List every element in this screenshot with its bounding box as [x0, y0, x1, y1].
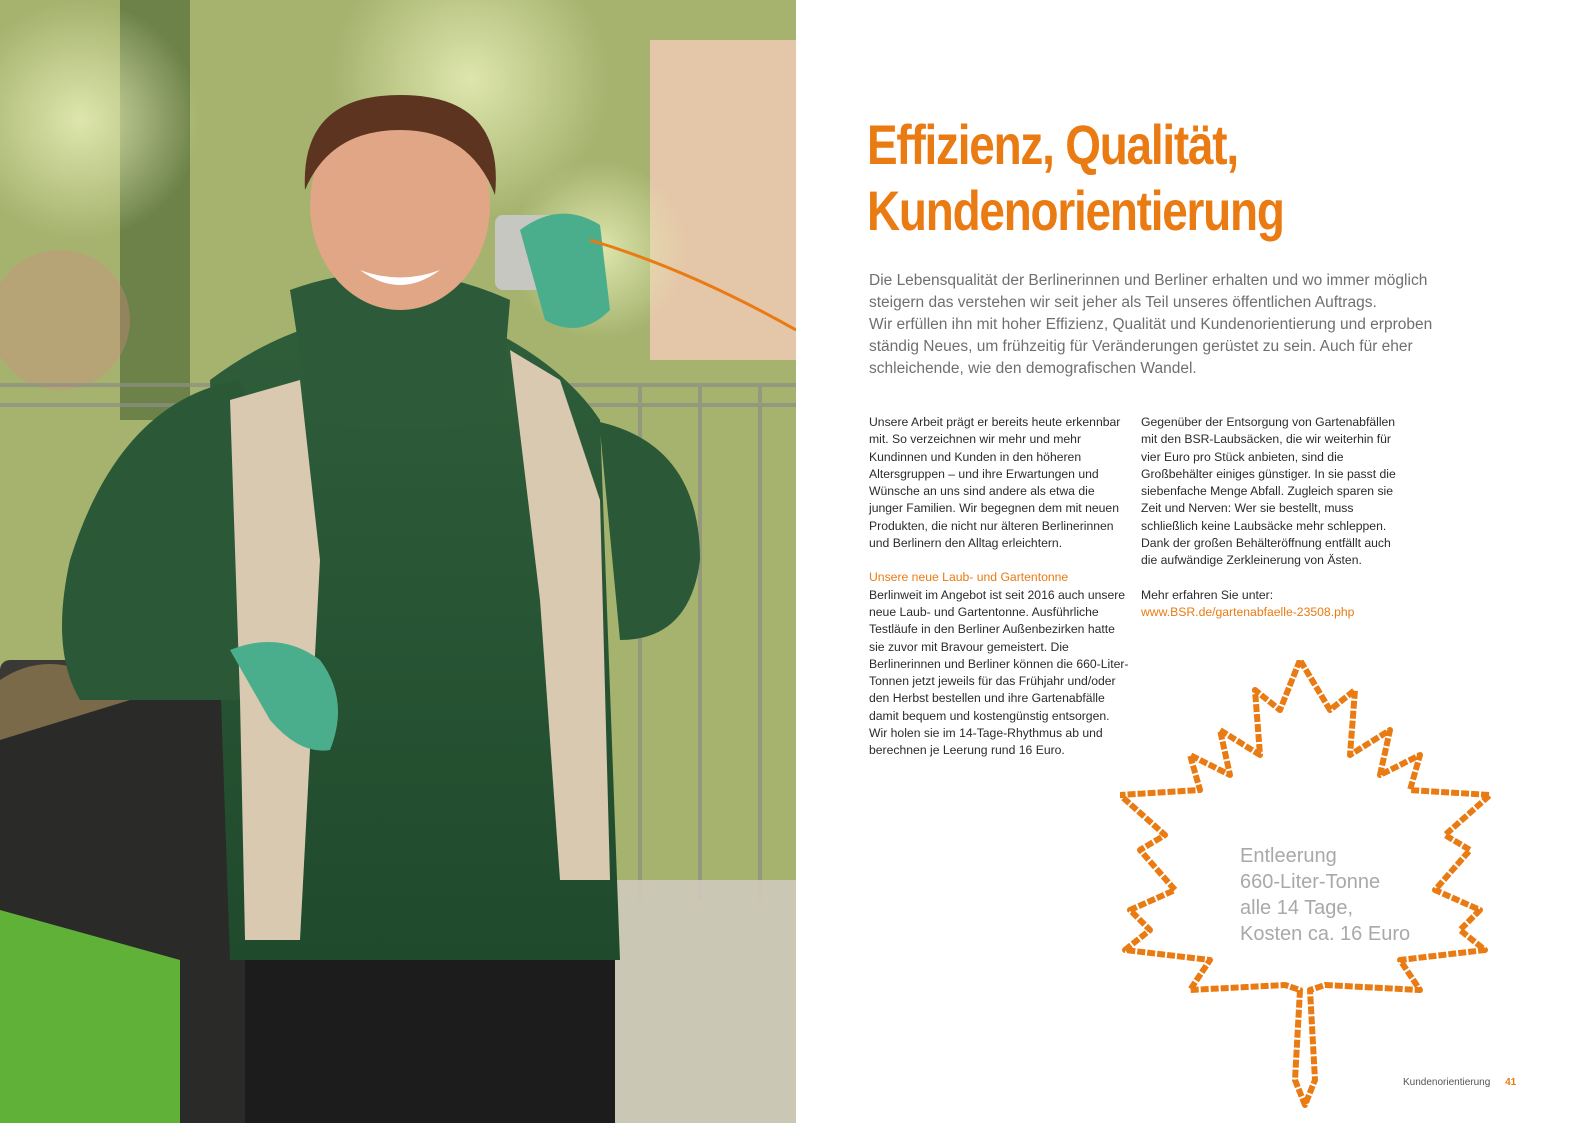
more-info-label: Mehr erfahren Sie unter:	[1141, 587, 1274, 602]
leaf-caption-line-2: 660-Liter-Tonne	[1240, 871, 1381, 893]
body-column-left	[869, 414, 1129, 760]
footer-section: Kundenorientierung	[1403, 1077, 1491, 1088]
body-column-right	[1141, 414, 1401, 621]
page-number: 41	[1505, 1077, 1517, 1088]
intro-paragraph-2: Wir erfüllen ihn mit hoher Effizienz, Qualität und Kundenorientierung und erproben ständig Neues, um frühzeitig für Veränderungen gerüstet zu sein. Auch für eher schleichende, wie den demografischen Wandel.	[869, 316, 1433, 377]
body-paragraph-3: Gegenüber der Entsorgung von Gartenabfällen mit den BSR-Laubsäcken, die wir weiterhin für vier Euro pro Stück anbieten, sind die Großbehälter einiges günstiger. In sie passt die siebenfache Menge Abfall. Zugleich sparen sie Zeit und Nerven: Wer sie bestellt, muss schließlich keine Laubsäcke mehr schleppen. Dank der großen Behälteröffnung entfällt auch die aufwändige Zerkleinerung von Ästen.	[1141, 415, 1396, 568]
body-paragraph-1: Unsere Arbeit prägt er bereits heute erkennbar mit. So verzeichnen wir mehr und mehr Kundinnen und Kunden in den höheren Altersgruppen – und ihre Erwartungen und Wünsche an uns sind andere als etwa die junger Familien. Wir begegnen dem mit neuen Produkten, die nicht nur älteren Berlinerinnen und Berlinern den Alltag erleichtern.	[869, 415, 1121, 551]
leaf-caption	[1240, 843, 1410, 947]
subheading: Unsere neue Laub- und Gartentonne	[869, 570, 1069, 585]
leaf-caption-line-4: Kosten ca. 16 Euro	[1240, 923, 1411, 945]
page-footer	[1403, 1077, 1516, 1088]
leaf-caption-line-1: Entleerung	[1240, 845, 1337, 867]
body-paragraph-2: Berlinweit im Angebot ist seit 2016 auch unsere neue Laub- und Gartentonne. Ausführliche Testläufe in den Berliner Außenbezirken hatte sie zuvor mit Bravour gemeistert. Die Berlinerinnen und Berliner können die 660-Liter-Tonnen jetzt jeweils für das Frühjahr und/oder den Herbst bestellen und ihre Gartenabfälle damit bequem und kostengünstig entsorgen. Wir holen sie im 14-Tage-Rhythmus ab und berechnen je Leerung rund 16 Euro.	[869, 587, 1129, 758]
title-line-1: Effizienz, Qualität,	[867, 113, 1238, 176]
title-line-2: Kundenorientierung	[867, 179, 1284, 242]
leaf-caption-line-3: alle 14 Tage,	[1240, 897, 1354, 919]
page-title	[867, 112, 1284, 244]
more-info-link[interactable]: www.BSR.de/gartenabfaelle-23508.php	[1141, 604, 1355, 619]
intro-text	[869, 270, 1459, 380]
intro-paragraph-1: Die Lebensqualität der Berlinerinnen und Berliner erhalten und wo immer möglich steigern das verstehen wir seit jeher als Teil unseres öffentlichen Auftrags.	[869, 272, 1428, 311]
